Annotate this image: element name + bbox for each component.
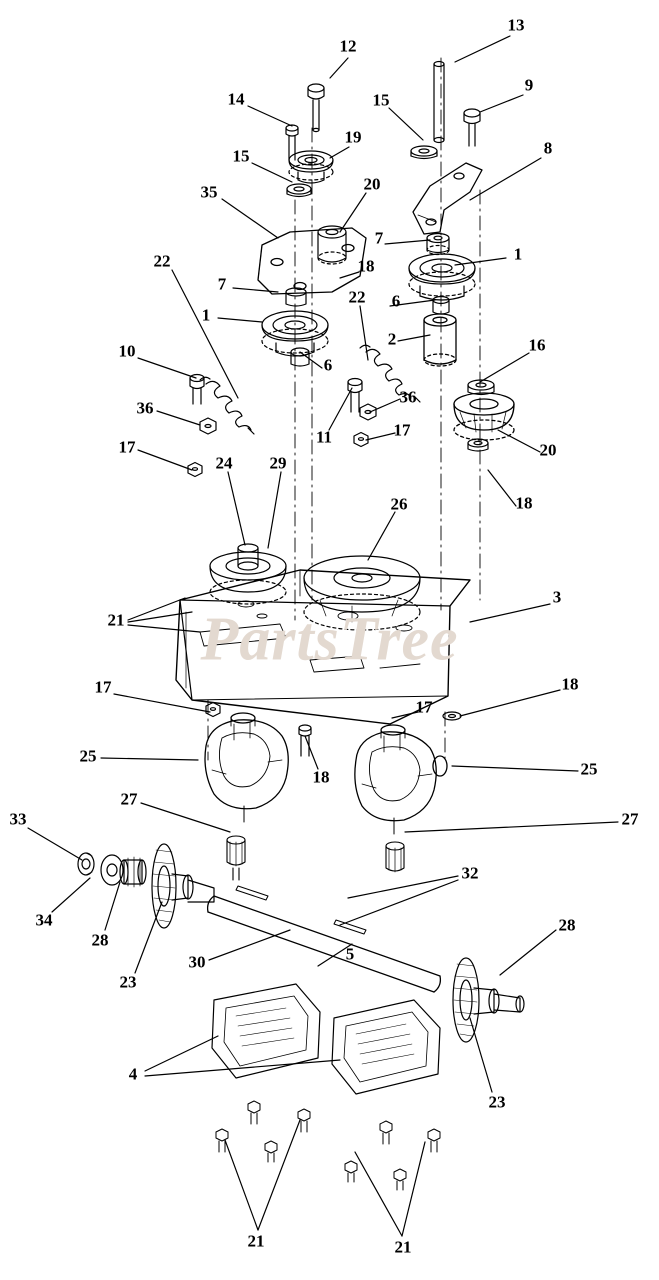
callout-number[interactable]: 8 bbox=[543, 138, 553, 158]
callout-number[interactable]: 15 bbox=[232, 146, 250, 166]
callout-number[interactable]: 33 bbox=[9, 809, 27, 829]
callout-number[interactable]: 3 bbox=[552, 587, 562, 607]
callout-number[interactable]: 28 bbox=[91, 930, 109, 950]
callout-number[interactable]: 17 bbox=[393, 420, 411, 440]
callout-number[interactable]: 25 bbox=[580, 759, 598, 779]
callout-number[interactable]: 7 bbox=[374, 228, 384, 248]
watermark: PartsTree bbox=[200, 605, 459, 674]
callout-number[interactable]: 34 bbox=[35, 910, 53, 930]
callout-number[interactable]: 25 bbox=[79, 746, 97, 766]
callout-number[interactable]: 17 bbox=[94, 677, 112, 697]
callout-number[interactable]: 15 bbox=[372, 90, 390, 110]
callout-number[interactable]: 18 bbox=[515, 493, 533, 513]
callout-number[interactable]: 26 bbox=[390, 494, 408, 514]
callout-number[interactable]: 5 bbox=[345, 944, 355, 964]
callout-number[interactable]: 23 bbox=[488, 1092, 506, 1112]
callout-number[interactable]: 2 bbox=[387, 329, 397, 349]
callout-number[interactable]: 22 bbox=[153, 251, 171, 271]
callout-number[interactable]: 22 bbox=[348, 287, 366, 307]
callout-number[interactable]: 30 bbox=[188, 952, 206, 972]
callout-number[interactable]: 21 bbox=[394, 1237, 412, 1257]
callout-number[interactable]: 24 bbox=[215, 453, 233, 473]
callout-number[interactable]: 35 bbox=[200, 182, 218, 202]
callout-number[interactable]: 12 bbox=[339, 36, 357, 56]
callout-number[interactable]: 7 bbox=[217, 274, 227, 294]
callout-number[interactable]: 29 bbox=[269, 453, 287, 473]
callout-number[interactable]: 4 bbox=[128, 1064, 138, 1084]
callout-number[interactable]: 36 bbox=[399, 387, 417, 407]
callout-number[interactable]: 32 bbox=[461, 863, 479, 883]
callout-number[interactable]: 6 bbox=[391, 291, 401, 311]
callout-number[interactable]: 27 bbox=[120, 789, 138, 809]
callout-number[interactable]: 21 bbox=[247, 1231, 265, 1251]
callout-number[interactable]: 27 bbox=[621, 809, 639, 829]
callout-number[interactable]: 20 bbox=[363, 174, 381, 194]
callout-number[interactable]: 23 bbox=[119, 972, 137, 992]
callout-number[interactable]: 16 bbox=[528, 335, 546, 355]
callout-number[interactable]: 18 bbox=[561, 674, 579, 694]
callout-number[interactable]: 28 bbox=[558, 915, 576, 935]
callout-number[interactable]: 36 bbox=[136, 398, 154, 418]
callout-number[interactable]: 13 bbox=[507, 15, 525, 35]
callout-number[interactable]: 9 bbox=[524, 75, 534, 95]
callout-number[interactable]: 1 bbox=[201, 305, 211, 325]
callout-number[interactable]: 19 bbox=[344, 127, 362, 147]
callout-number[interactable]: 17 bbox=[118, 437, 136, 457]
callout-number[interactable]: 18 bbox=[357, 256, 375, 276]
callout-number[interactable]: 21 bbox=[107, 610, 125, 630]
callout-number[interactable]: 14 bbox=[227, 89, 245, 109]
callout-number[interactable]: 6 bbox=[323, 355, 333, 375]
callout-number[interactable]: 18 bbox=[312, 767, 330, 787]
callout-number[interactable]: 20 bbox=[539, 440, 557, 460]
callout-number[interactable]: 17 bbox=[415, 697, 433, 717]
callout-number[interactable]: 11 bbox=[315, 427, 333, 447]
callout-number[interactable]: 10 bbox=[118, 341, 136, 361]
callout-number[interactable]: 1 bbox=[513, 244, 523, 264]
